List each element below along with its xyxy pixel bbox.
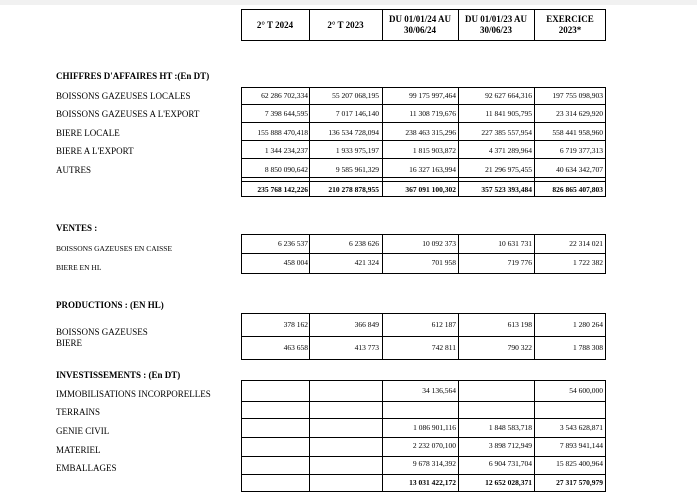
- table-cell: 612 187: [431, 320, 456, 329]
- table-cell: 9 585 961,329: [335, 165, 379, 174]
- table-cell: 11 308 719,676: [409, 109, 456, 118]
- header-col-4: DU 01/01/23 AU 30/06/23: [464, 14, 527, 35]
- table-cell: 3 898 712,949: [488, 441, 532, 450]
- ca-row-label: BOISSONS GAZEUSES A L'EXPORT: [56, 109, 200, 119]
- table-cell: 357 523 393,484: [481, 185, 532, 194]
- table-cell: 10 631 731: [498, 239, 532, 248]
- table-cell: 210 278 878,955: [328, 185, 379, 194]
- table-cell: 197 755 098,903: [552, 91, 603, 100]
- table-cell: 1 086 901,116: [413, 423, 456, 432]
- ca-row-label: BOISSONS GAZEUSES LOCALES: [56, 91, 191, 101]
- investissements-table-box: [241, 380, 606, 492]
- table-cell: 8 850 090,642: [264, 165, 308, 174]
- ca-row-label: BIERE A L'EXPORT: [56, 146, 134, 156]
- table-cell: 22 314 021: [569, 239, 603, 248]
- section-title-ca: CHIFFRES D'AFFAIRES HT :(En DT): [56, 71, 210, 81]
- table-cell: 238 463 315,296: [405, 128, 456, 137]
- table-cell: 421 324: [354, 258, 379, 267]
- table-cell: 155 888 470,418: [257, 128, 308, 137]
- inv-row-label: MATERIEL: [56, 445, 101, 455]
- table-cell: 4 371 289,964: [488, 146, 532, 155]
- table-cell: 2 232 070,100: [412, 441, 456, 450]
- inv-row-label: TERRAINS: [56, 407, 101, 417]
- top-band: [0, 0, 697, 5]
- header-col-1: 2° T 2024: [256, 20, 294, 30]
- table-cell: 99 175 997,464: [409, 91, 456, 100]
- productions-label: BOISSONS GAZEUSES: [56, 327, 148, 337]
- table-cell: 235 768 142,226: [257, 185, 308, 194]
- table-cell: 7 017 146,140: [335, 109, 379, 118]
- table-cell: 6 236 537: [278, 239, 308, 248]
- table-cell: 613 198: [507, 320, 532, 329]
- table-cell: 1 722 382: [573, 258, 603, 267]
- header-col-5: EXERCICE 2023*: [546, 14, 594, 35]
- table-cell: 378 162: [283, 320, 308, 329]
- table-cell: 7 398 644,595: [264, 109, 308, 118]
- table-cell: 13 031 422,172: [409, 478, 456, 487]
- table-cell: 826 865 407,803: [552, 185, 603, 194]
- table-cell: 136 534 728,094: [328, 128, 379, 137]
- table-cell: 54 600,000: [569, 386, 603, 395]
- table-cell: 16 327 163,994: [409, 165, 456, 174]
- table-cell: 413 773: [354, 343, 379, 352]
- section-title-investissements: INVESTISSEMENTS : (En DT): [56, 370, 181, 380]
- inv-row-label: GENIE CIVIL: [56, 426, 110, 436]
- inv-row-label: EMBALLAGES: [56, 463, 117, 473]
- table-cell: 1 788 308: [573, 343, 603, 352]
- table-cell: 1 848 583,718: [488, 423, 532, 432]
- table-cell: 6 904 731,704: [488, 459, 532, 468]
- productions-label: BIERE: [56, 338, 82, 348]
- table-cell: 742 811: [431, 343, 456, 352]
- table-cell: 62 286 702,334: [261, 91, 308, 100]
- table-cell: 366 849: [354, 320, 379, 329]
- table-cell: 92 627 664,316: [485, 91, 532, 100]
- table-cell: 7 893 941,144: [559, 441, 603, 450]
- table-cell: 701 958: [431, 258, 456, 267]
- ca-row-label: BIERE LOCALE: [56, 128, 120, 138]
- table-cell: 11 841 905,795: [485, 109, 532, 118]
- table-cell: 12 652 028,371: [485, 478, 532, 487]
- table-cell: 790 322: [507, 343, 532, 352]
- ventes-row-label: BIERE EN HL: [56, 263, 102, 272]
- table-cell: 1 815 903,872: [412, 146, 456, 155]
- ventes-row-label: BOISSONS GAZEUSES EN CAISSE: [56, 244, 173, 253]
- table-cell: 3 543 628,871: [559, 423, 603, 432]
- table-cell: 15 825 400,964: [556, 459, 603, 468]
- table-cell: 9 678 314,392: [412, 459, 456, 468]
- inv-row-label: IMMOBILISATIONS INCORPORELLES: [56, 389, 211, 399]
- table-cell: 367 091 100,302: [405, 185, 456, 194]
- ca-row-label: AUTRES: [56, 165, 92, 175]
- header-col-3: DU 01/01/24 AU 30/06/24: [388, 14, 451, 35]
- table-cell: 40 634 342,707: [556, 165, 603, 174]
- table-cell: 1 933 975,197: [335, 146, 379, 155]
- table-cell: 23 314 629,920: [556, 109, 603, 118]
- section-title-ventes: VENTES :: [56, 223, 98, 233]
- table-cell: 558 441 958,960: [552, 128, 603, 137]
- section-title-productions: PRODUCTIONS : (EN HL): [56, 300, 164, 310]
- table-cell: 458 004: [283, 258, 308, 267]
- table-cell: 719 776: [507, 258, 532, 267]
- table-cell: 6 238 626: [349, 239, 379, 248]
- table-cell: 1 344 234,237: [264, 146, 308, 155]
- table-cell: 21 296 975,455: [485, 165, 532, 174]
- table-cell: 34 136,564: [422, 386, 456, 395]
- table-cell: 6 719 377,313: [559, 146, 603, 155]
- table-cell: 227 385 557,954: [481, 128, 532, 137]
- table-cell: 27 317 570,979: [556, 478, 603, 487]
- table-cell: 1 280 264: [573, 320, 603, 329]
- table-cell: 10 092 373: [422, 239, 456, 248]
- table-cell: 55 207 068,195: [332, 91, 379, 100]
- table-cell: 463 658: [283, 343, 308, 352]
- header-col-2: 2° T 2023: [327, 20, 364, 30]
